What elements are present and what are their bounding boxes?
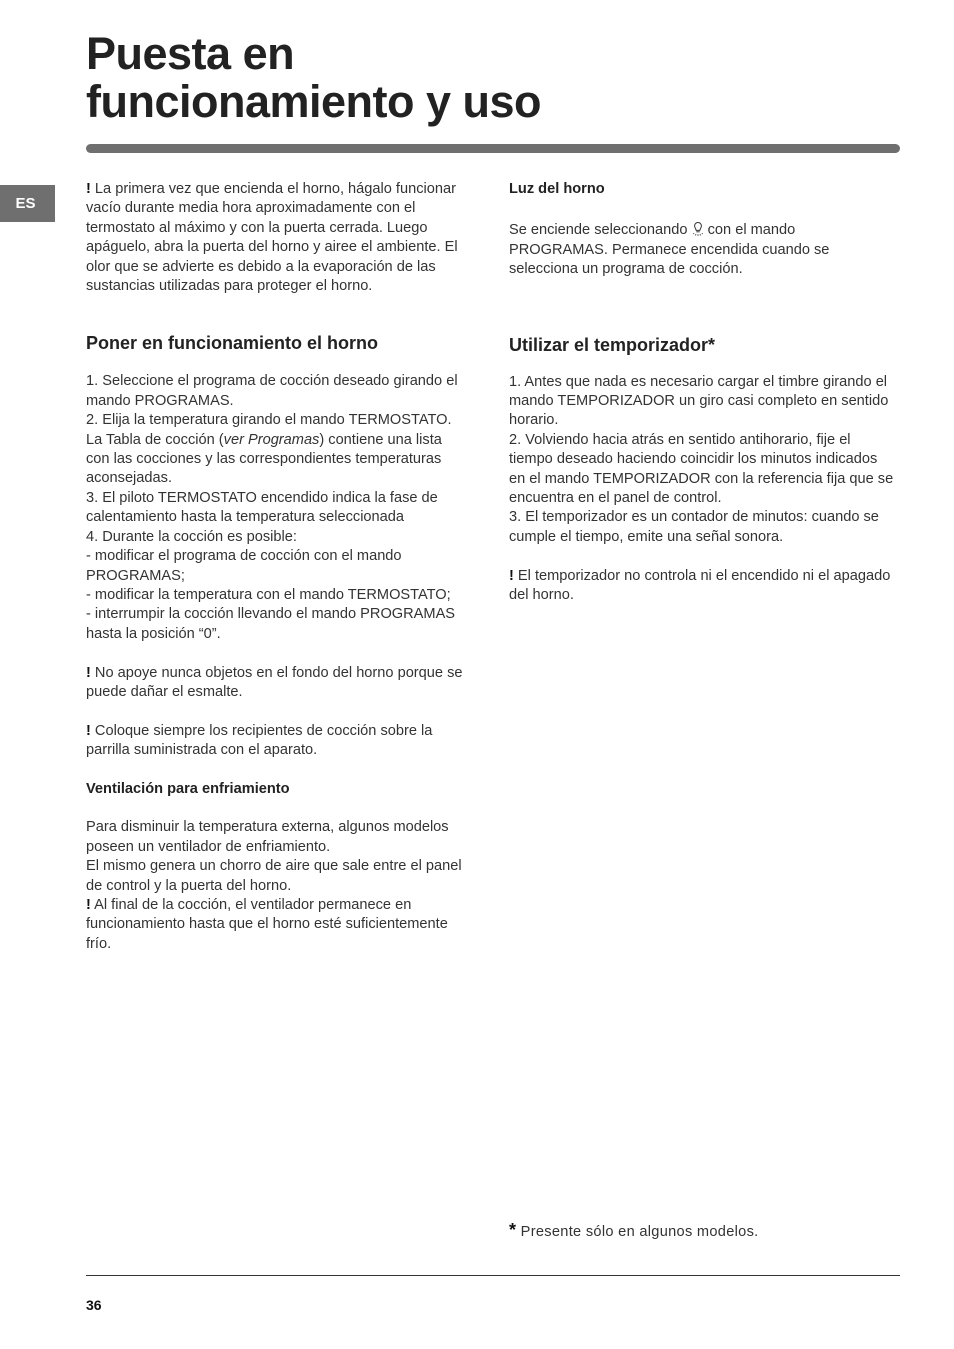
- ventilacion-heading: Ventilación para enfriamiento: [86, 780, 290, 797]
- ventilacion-note: [86, 896, 466, 954]
- temporizador-note: [509, 567, 894, 606]
- title-divider: [86, 144, 900, 153]
- poner-note-2-text: Coloque siempre los recipientes de cocción sobre la parrilla suministrada con el aparato.: [86, 722, 433, 759]
- page-title: [86, 30, 541, 126]
- poner-step-4: 4. Durante la cocción es posible:: [86, 528, 297, 545]
- temporizador-step-2: 2. Volviendo hacia atrás en sentido antihorario, fije el tiempo deseado haciendo coincidir los minutos indicados en el mando TEMPORIZADOR con la referencia fija que se encuentra en el panel de control.: [509, 431, 894, 507]
- footnote-asterisk: *: [509, 1220, 517, 1240]
- poner-step-4a: - modificar el programa de cocción con el mando PROGRAMAS;: [86, 548, 402, 584]
- poner-step-2: [86, 411, 466, 489]
- language-tab: ES: [0, 185, 55, 222]
- footnote: [509, 1220, 759, 1241]
- poner-heading: Poner en funcionamiento el horno: [86, 333, 379, 354]
- temporizador-step-3: 3. El temporizador es un contador de minutos: cuando se cumple el tiempo, emite una señal sonora.: [509, 509, 879, 545]
- luz-paragraph: [509, 221, 894, 279]
- ventilacion-paragraph-1: Para disminuir la temperatura externa, algunos modelos poseen un ventilador de enfriamiento.: [86, 819, 449, 855]
- poner-step-1: 1. Seleccione el programa de cocción deseado girando el mando PROGRAMAS.: [86, 373, 458, 409]
- poner-step-4b: - modificar la temperatura con el mando TERMOSTATO;: [86, 586, 451, 603]
- poner-step-4c: - interrumpir la cocción llevando el mando PROGRAMAS hasta la posición “0”.: [86, 606, 456, 642]
- footer-divider: [86, 1275, 900, 1276]
- right-column: [509, 180, 894, 605]
- luz-text-a: Se enciende seleccionando: [509, 222, 692, 239]
- warning-mark: !: [509, 567, 514, 584]
- warning-mark: !: [86, 664, 91, 681]
- poner-step-2-text-a: 2. Elija la temperatura girando el mando TERMOSTATO. La Tabla de cocción (: [86, 412, 452, 448]
- cross-reference: ver Programas: [223, 431, 320, 448]
- intro-text: La primera vez que encienda el horno, hágalo funcionar vacío durante media hora aproximadamente con el termostato al máximo y con la puerta cerrada. Luego apáguelo, abra la puerta del horno y airee el ambiente. El olor que se advierte es debido a la evaporación de las sustancias utilizadas para proteger el horno.: [86, 181, 458, 295]
- footnote-text: Presente sólo en algunos modelos.: [516, 1224, 759, 1240]
- poner-note-2: [86, 722, 466, 761]
- warning-mark: !: [86, 896, 91, 913]
- intro-paragraph: [86, 180, 466, 296]
- warning-mark: !: [86, 181, 91, 197]
- left-column: [86, 180, 466, 954]
- page-title-line2: funcionamiento y uso: [86, 76, 542, 127]
- temporizador-step-1: 1. Antes que nada es necesario cargar el timbre girando el mando TEMPORIZADOR un giro casi completo en sentido horario.: [509, 373, 889, 429]
- ventilacion-paragraph-2: El mismo genera un chorro de aire que sale entre el panel de control y la puerta del horno.: [86, 858, 462, 894]
- poner-note-1: [86, 664, 466, 703]
- luz-heading: Luz del horno: [509, 181, 605, 197]
- page-title-line1: Puesta en: [86, 28, 295, 79]
- poner-step-2-text-b: ) contiene una lista con las cocciones y las correspondientes temperaturas aconsejadas.: [86, 431, 442, 487]
- luz-text-b: con el mando PROGRAMAS. Permanece encendida cuando se selecciona un programa de cocción.: [509, 222, 830, 278]
- page-number: 36: [86, 1297, 102, 1313]
- poner-note-1-text: No apoye nunca objetos en el fondo del horno porque se puede dañar el esmalte.: [86, 664, 463, 700]
- oven-light-icon: [692, 221, 704, 237]
- ventilacion-note-text: Al final de la cocción, el ventilador permanece en funcionamiento hasta que el horno esté suficientemente frío.: [86, 896, 448, 952]
- temporizador-heading: Utilizar el temporizador*: [509, 334, 716, 355]
- poner-step-3: 3. El piloto TERMOSTATO encendido indica la fase de calentamiento hasta la temperatura seleccionada: [86, 489, 438, 526]
- temporizador-note-text: El temporizador no controla ni el encendido ni el apagado del horno.: [509, 567, 891, 604]
- warning-mark: !: [86, 722, 91, 739]
